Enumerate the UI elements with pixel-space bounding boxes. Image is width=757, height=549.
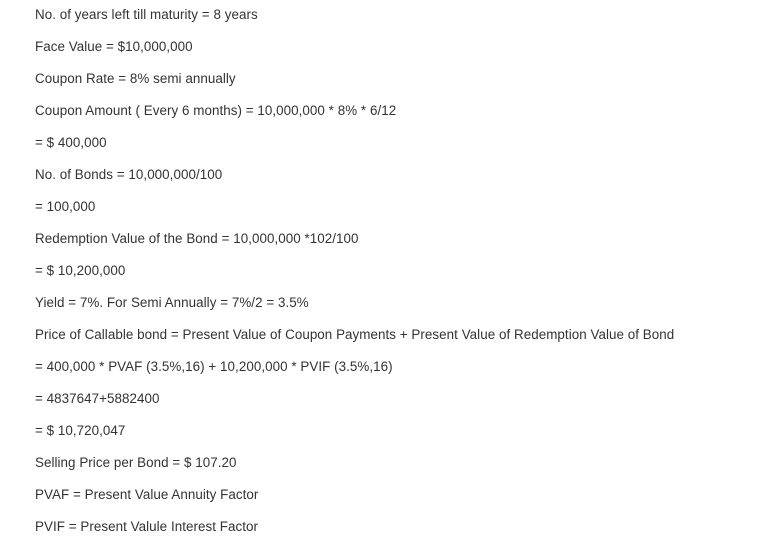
coupon-amount-line: Coupon Amount ( Every 6 months) = 10,000,000 * 8% * 6/12 bbox=[35, 103, 397, 118]
number-of-bonds-result: = 100,000 bbox=[35, 199, 96, 214]
coupon-amount-result: = $ 400,000 bbox=[35, 135, 107, 150]
pvif-definition-line: PVIF = Present Valule Interest Factor bbox=[35, 519, 259, 534]
price-sum-line: = 4837647+5882400 bbox=[35, 391, 160, 406]
coupon-rate-line: Coupon Rate = 8% semi annually bbox=[35, 71, 236, 86]
redemption-value-line: Redemption Value of the Bond = 10,000,000 *102/100 bbox=[35, 231, 359, 246]
price-result-line: = $ 10,720,047 bbox=[35, 423, 126, 438]
selling-price-line: Selling Price per Bond = $ 107.20 bbox=[35, 455, 237, 470]
maturity-years-line: No. of years left till maturity = 8 years bbox=[35, 7, 258, 22]
price-formula-line: = 400,000 * PVAF (3.5%,16) + 10,200,000 * PVIF (3.5%,16) bbox=[35, 359, 393, 374]
callable-bond-price-line: Price of Callable bond = Present Value of Coupon Payments + Present Value of Redemption Value of Bond bbox=[35, 327, 675, 342]
face-value-line: Face Value = $10,000,000 bbox=[35, 39, 193, 54]
yield-line: Yield = 7%. For Semi Annually = 7%/2 = 3.5% bbox=[35, 295, 309, 310]
pvaf-definition-line: PVAF = Present Value Annuity Factor bbox=[35, 487, 259, 502]
redemption-value-result: = $ 10,200,000 bbox=[35, 263, 126, 278]
solution-text bbox=[35, 5, 750, 549]
number-of-bonds-line: No. of Bonds = 10,000,000/100 bbox=[35, 167, 223, 182]
